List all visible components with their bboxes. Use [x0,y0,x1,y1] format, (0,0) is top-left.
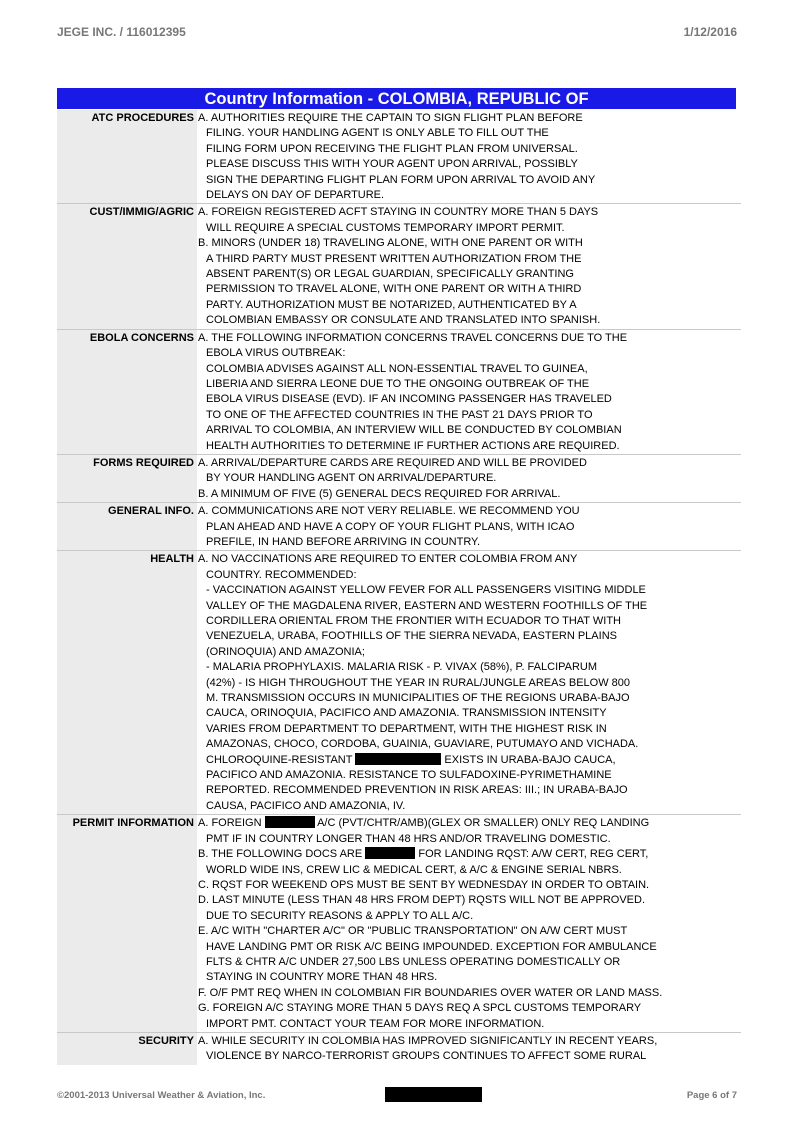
text-line: HEALTH AUTHORITIES TO DETERMINE IF FURTHER ACTIONS ARE REQUIRED. [206,439,620,452]
row-body [198,455,741,502]
text-line: DELAYS ON DAY OF DEPARTURE. [206,189,385,202]
row-body [198,330,741,454]
text-line: PLEASE DISCUSS THIS WITH YOUR AGENT UPON ARRIVAL, POSSIBLY [206,158,578,171]
text-line: EBOLA VIRUS OUTBREAK: [206,347,346,360]
text-line: WILL REQUIRE A SPECIAL CUSTOMS TEMPORARY IMPORT PERMIT. [206,221,565,234]
text-line: D. LAST MINUTE (LESS THAN 48 HRS FROM DEPT) RQSTS WILL NOT BE APPROVED. [198,894,646,907]
row-label: PERMIT INFORMATION [57,815,197,1032]
row-label: GENERAL INFO. [57,503,197,550]
text-line: PACIFICO AND AMAZONIA. RESISTANCE TO SULFADOXINE-PYRIMETHAMINE [206,769,612,782]
text-line: VALLEY OF THE MAGDALENA RIVER, EASTERN AND WESTERN FOOTHILLS OF THE [206,599,648,612]
row-label: FORMS REQUIRED [57,455,197,502]
text-line: A. NO VACCINATIONS ARE REQUIRED TO ENTER COLOMBIA FROM ANY [198,553,578,566]
row-permit-information [57,815,741,1033]
header-date: 1/12/2016 [683,25,737,39]
text-line: HAVE LANDING PMT OR RISK A/C BEING IMPOUNDED. EXCEPTION FOR AMBULANCE [206,940,657,953]
text-fragment: A/C (PVT/CHTR/AMB)(GLEX OR SMALLER) ONLY REQ LANDING [317,817,650,830]
text-line: FILING. YOUR HANDLING AGENT IS ONLY ABLE TO FILL OUT THE [206,127,549,140]
row-general-info [57,503,741,551]
row-label: EBOLA CONCERNS [57,330,197,454]
footer-page-number: Page 6 of 7 [686,1090,737,1101]
text-line: PERMISSION TO TRAVEL ALONE, WITH ONE PARENT OR WITH A THIRD [206,283,582,296]
text-line: B. A MINIMUM OF FIVE (5) GENERAL DECS REQUIRED FOR ARRIVAL. [198,487,561,500]
text-line: WORLD WIDE INS, CREW LIC & MEDICAL CERT, & A/C & ENGINE SERIAL NBRS. [206,863,622,876]
text-line: (ORINOQUIA) AND AMAZONIA; [206,645,365,658]
text-line: M. TRANSMISSION OCCURS IN MUNICIPALITIES OF THE REGIONS URABA-BAJO [206,692,630,705]
text-fragment: CHLOROQUINE-RESISTANT [206,753,353,766]
row-label: HEALTH [57,551,197,814]
text-line: REPORTED. RECOMMENDED PREVENTION IN RISK AREAS: III.; IN URABA-BAJO [206,784,628,797]
header-company: JEGE INC. / 116012395 [57,25,186,39]
row-body [198,1033,741,1065]
text-line: COLOMBIAN EMBASSY OR CONSULATE AND TRANSLATED INTO SPANISH. [206,314,601,327]
text-line [198,847,741,862]
text-line: IMPORT PMT. CONTACT YOUR TEAM FOR MORE INFORMATION. [206,1017,545,1030]
text-line: TO ONE OF THE AFFECTED COUNTRIES IN THE PAST 21 DAYS PRIOR TO [206,408,593,421]
row-label: CUST/IMMIG/AGRIC [57,204,197,328]
row-body [198,503,741,550]
row-body [198,204,741,328]
text-line: PREFILE, IN HAND BEFORE ARRIVING IN COUNTRY. [206,535,481,548]
row-security [57,1033,741,1065]
text-line: SIGN THE DEPARTING FLIGHT PLAN FORM UPON ARRIVAL TO AVOID ANY [206,173,596,186]
footer-copyright: ©2001-2013 Universal Weather & Aviation, Inc. [57,1090,266,1101]
text-line: FLTS & CHTR A/C UNDER 27,500 LBS UNLESS OPERATING DOMESTICALLY OR [206,955,621,968]
text-fragment: EXISTS IN URABA-BAJO CAUCA, [444,753,616,766]
row-body [198,110,741,203]
redaction-block [365,847,415,859]
text-line [198,816,741,831]
text-line: E. A/C WITH "CHARTER A/C" OR "PUBLIC TRANSPORTATION" ON A/W CERT MUST [198,925,628,938]
text-line: PLAN AHEAD AND HAVE A COPY OF YOUR FLIGHT PLANS, WITH ICAO [206,520,575,533]
text-line: COUNTRY. RECOMMENDED: [206,568,357,581]
row-cust-immig-agric [57,204,741,329]
redaction-block [265,816,315,828]
text-line: VENEZUELA, URABA, FOOTHILLS OF THE SIERRA NEVADA, EASTERN PLAINS [206,630,617,643]
text-line: PARTY. AUTHORIZATION MUST BE NOTARIZED, AUTHENTICATED BY A [206,298,577,311]
text-line: ARRIVAL TO COLOMBIA, AN INTERVIEW WILL BE CONDUCTED BY COLOMBIAN [206,424,622,437]
text-line: ABSENT PARENT(S) OR LEGAL GUARDIAN, SPECIFICALLY GRANTING [206,268,574,281]
text-line: - MALARIA PROPHYLAXIS. MALARIA RISK - P. VIVAX (58%), P. FALCIPARUM [206,661,598,674]
row-body [198,815,741,1032]
text-line [198,753,741,768]
text-line: G. FOREIGN A/C STAYING MORE THAN 5 DAYS REQ A SPCL CUSTOMS TEMPORARY [198,1002,642,1015]
text-line: A. ARRIVAL/DEPARTURE CARDS ARE REQUIRED AND WILL BE PROVIDED [198,456,587,469]
text-line: LIBERIA AND SIERRA LEONE DUE TO THE ONGOING OUTBREAK OF THE [206,377,590,390]
text-line: A. WHILE SECURITY IN COLOMBIA HAS IMPROVED SIGNIFICANTLY IN RECENT YEARS, [198,1034,658,1047]
text-line: EBOLA VIRUS DISEASE (EVD). IF AN INCOMING PASSENGER HAS TRAVELED [206,393,612,406]
row-forms-required [57,455,741,503]
text-line: A. AUTHORITIES REQUIRE THE CAPTAIN TO SIGN FLIGHT PLAN BEFORE [198,112,583,124]
redaction-block [355,753,441,765]
text-fragment: A. FOREIGN [198,817,262,830]
text-fragment: FOR LANDING RQST: A/W CERT, REG CERT, [418,848,649,861]
text-fragment: B. THE FOLLOWING DOCS ARE [198,848,363,861]
text-line: C. RQST FOR WEEKEND OPS MUST BE SENT BY WEDNESDAY IN ORDER TO OBTAIN. [198,878,650,891]
text-line: AMAZONAS, CHOCO, CORDOBA, GUAINIA, GUAVIARE, PUTUMAYO AND VICHADA. [206,738,639,751]
text-line: CORDILLERA ORIENTAL FROM THE FRONTIER WITH ECUADOR TO THAT WITH [206,615,621,627]
text-line: CAUCA, ORINOQUIA, PACIFICO AND AMAZONIA. TRANSMISSION INTENSITY [206,707,607,720]
row-ebola-concerns [57,330,741,455]
text-line: STAYING IN COUNTRY MORE THAN 48 HRS. [206,971,438,984]
text-line: F. O/F PMT REQ WHEN IN COLOMBIAN FIR BOUNDARIES OVER WATER OR LAND MASS. [198,986,663,999]
text-line: A. FOREIGN REGISTERED ACFT STAYING IN COUNTRY MORE THAN 5 DAYS [198,206,599,219]
row-body [198,551,741,814]
text-line: (42%) - IS HIGH THROUGHOUT THE YEAR IN RURAL/JUNGLE AREAS BELOW 800 [206,676,631,689]
country-info-table [57,110,741,1065]
row-label: ATC PROCEDURES [57,110,197,203]
text-line: DUE TO SECURITY REASONS & APPLY TO ALL A/C. [206,909,474,922]
text-line: VIOLENCE BY NARCO-TERRORIST GROUPS CONTINUES TO AFFECT SOME RURAL [206,1050,647,1063]
text-line: VARIES FROM DEPARTMENT TO DEPARTMENT, WITH THE HIGHEST RISK IN [206,722,607,735]
row-label: SECURITY [57,1033,197,1065]
text-line: A. THE FOLLOWING INFORMATION CONCERNS TRAVEL CONCERNS DUE TO THE [198,331,628,344]
text-line: - VACCINATION AGAINST YELLOW FEVER FOR ALL PASSENGERS VISITING MIDDLE [206,584,646,597]
footer-redaction-block [385,1087,482,1102]
text-line: PMT IF IN COUNTRY LONGER THAN 48 HRS AND/OR TRAVELING DOMESTIC. [206,832,611,845]
text-line: CAUSA, PACIFICO AND AMAZONIA, IV. [206,799,406,812]
text-line: COLOMBIA ADVISES AGAINST ALL NON-ESSENTIAL TRAVEL TO GUINEA, [206,362,588,375]
text-line: FILING FORM UPON RECEIVING THE FLIGHT PLAN FROM UNIVERSAL. [206,142,578,155]
text-line: B. MINORS (UNDER 18) TRAVELING ALONE, WITH ONE PARENT OR WITH [198,237,583,250]
text-line: A. COMMUNICATIONS ARE NOT VERY RELIABLE. WE RECOMMEND YOU [198,505,580,518]
text-line: BY YOUR HANDLING AGENT ON ARRIVAL/DEPARTURE. [206,472,497,485]
row-health [57,551,741,815]
row-atc-procedures [57,110,741,204]
text-line: A THIRD PARTY MUST PRESENT WRITTEN AUTHORIZATION FROM THE [206,252,582,265]
page-title: Country Information - COLOMBIA, REPUBLIC OF [57,88,736,109]
